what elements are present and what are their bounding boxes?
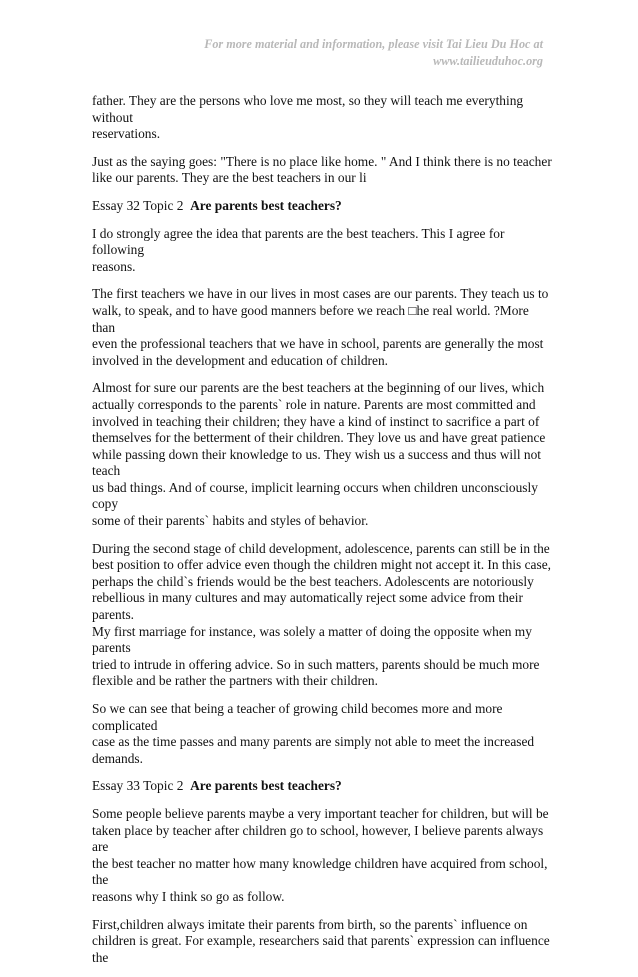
- text-line: involved in teaching their children; they have a kind of instinct to sacrifice a part of: [92, 413, 540, 429]
- text-line: themselves for the betterment of their children. They love us and have great patience: [92, 430, 546, 446]
- text-line: children is great. For example, researchers said that parents` expression can influence the: [92, 933, 550, 965]
- text-line: father. They are the persons who love me most, so they will teach me everything without: [92, 93, 524, 125]
- text-line: perhaps the child`s friends would be the best teachers. Adolescents are notoriously: [92, 573, 534, 589]
- text-line: tried to intrude in offering advice. So in such matters, parents should be much more: [92, 656, 540, 672]
- text-line: reasons.: [92, 258, 136, 274]
- document-body: [92, 93, 552, 977]
- paragraph: [92, 154, 552, 187]
- paragraph: [92, 93, 552, 143]
- text-line: the best teacher no matter how many knowledge children have acquired from school, the: [92, 855, 548, 888]
- essay-label: Essay 33 Topic 2: [92, 778, 184, 794]
- text-line: some of their parents` habits and styles of behavior.: [92, 513, 369, 529]
- text-line: First,children always imitate their parents from birth, so the parents` influence on: [92, 916, 528, 932]
- paragraph: [92, 701, 552, 767]
- paragraph: [92, 917, 552, 967]
- text-line: case as the time passes and many parents are simply not able to meet the increased: [92, 734, 535, 750]
- paragraph: [92, 286, 552, 369]
- text-line: Just as the saying goes: "There is no place like home. " And I think there is no teacher: [92, 153, 552, 169]
- text-line: like our parents. They are the best teachers in our li: [92, 170, 367, 186]
- essay-label: Essay 32 Topic 2: [92, 197, 184, 213]
- text-line: During the second stage of child development, adolescence, parents can still be in the: [92, 540, 550, 556]
- text-line: reservations.: [92, 126, 161, 142]
- header-line-1: For more material and information, please visit Tai Lieu Du Hoc at: [204, 37, 543, 51]
- page-header: [204, 36, 543, 70]
- text-line: My first marriage for instance, was solely a matter of doing the opposite when my parents: [92, 623, 532, 656]
- text-line: while passing down their knowledge to us. They wish us a success and thus will not teach: [92, 446, 542, 479]
- paragraph: [92, 380, 552, 529]
- text-line: taken place by teacher after children go to school, however, I believe parents always are: [92, 822, 544, 855]
- text-line: rebellious in many cultures and may automatically reject some advice from their parents.: [92, 590, 523, 623]
- header-url: www.tailieuduhoc.org: [433, 54, 543, 68]
- text-line: flexible and be rather the partners with their children.: [92, 673, 378, 689]
- text-line: reasons why I think so go as follow.: [92, 888, 285, 904]
- text-line: demands.: [92, 750, 143, 766]
- text-line: Some people believe parents maybe a very important teacher for children, but will be: [92, 805, 549, 821]
- text-line: The first teachers we have in our lives in most cases are our parents. They teach us to: [92, 286, 549, 302]
- text-line: Almost for sure our parents are the best teachers at the beginning of our lives, which: [92, 380, 545, 396]
- essay-title: Are parents best teachers?: [190, 197, 342, 213]
- paragraph: [92, 541, 552, 690]
- text-line: best position to offer advice even though the children might not accept it. In this case,: [92, 557, 552, 573]
- text-line: even the professional teachers that we have in school, parents are generally the most: [92, 336, 544, 352]
- essay-heading: [92, 778, 552, 795]
- paragraph: [92, 806, 552, 906]
- paragraph: [92, 226, 552, 276]
- text-line: I do strongly agree the idea that parents are the best teachers. This I agree for following: [92, 225, 505, 258]
- text-line: walk, to speak, and to have good manners before we reach □he real world. ?More than: [92, 302, 529, 335]
- text-line: actually corresponds to the parents` role in nature. Parents are most committed and: [92, 396, 536, 412]
- text-line: So we can see that being a teacher of growing child becomes more and more complicated: [92, 701, 503, 733]
- text-line: us bad things. And of course, implicit learning occurs when children unconsciously copy: [92, 479, 538, 512]
- essay-title: Are parents best teachers?: [190, 778, 342, 794]
- essay-heading: [92, 198, 552, 215]
- text-line: involved in the development and education of children.: [92, 352, 388, 368]
